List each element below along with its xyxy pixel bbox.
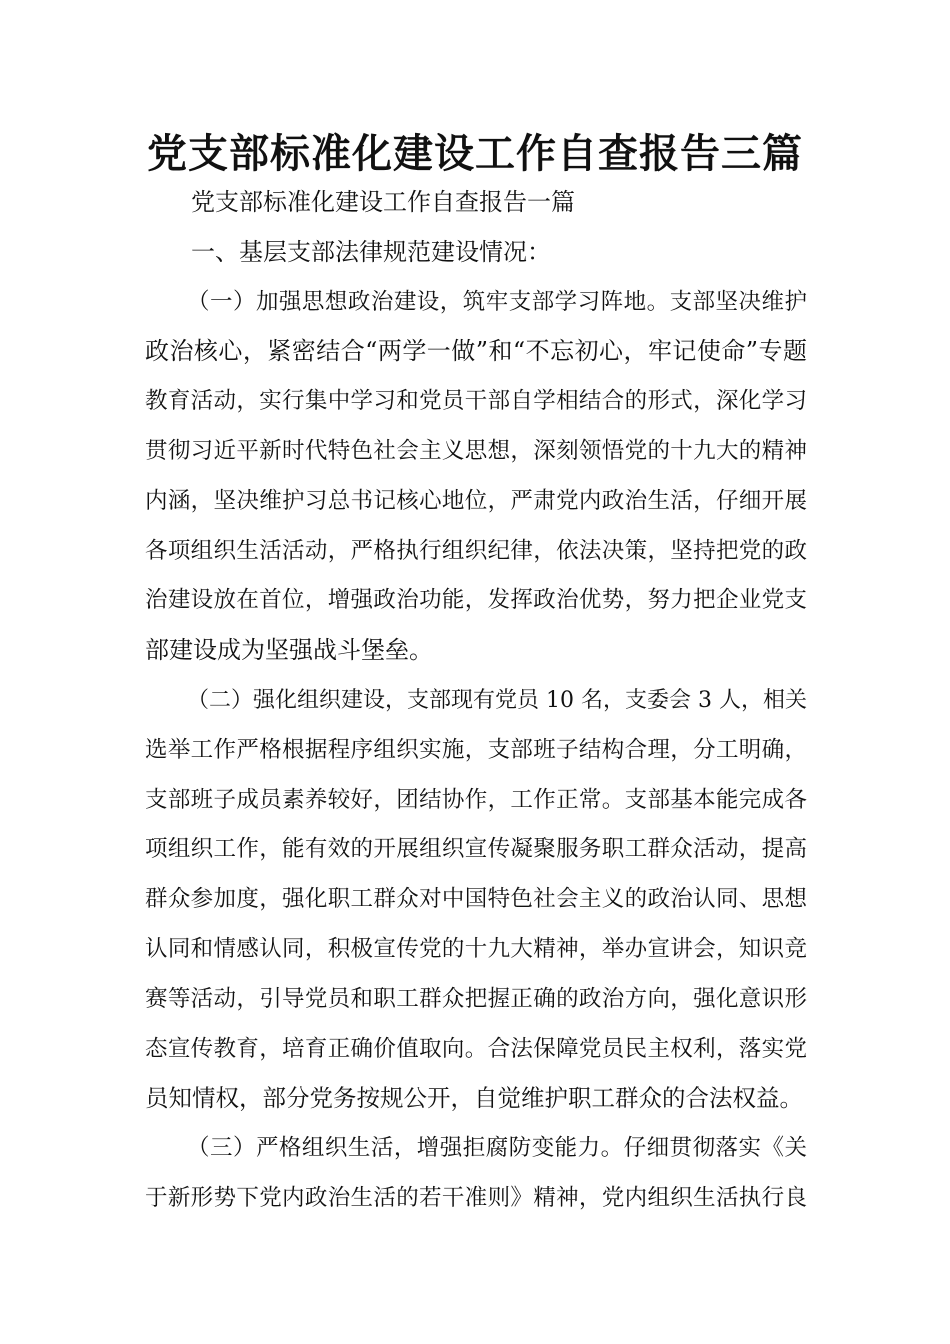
text-line: 项组织工作，能有效的开展组织宣传凝聚服务职工群众活动，提高 (145, 836, 807, 863)
text-line: 部建设成为坚强战斗堡垒。 (145, 636, 433, 665)
document-title: 党支部标准化建设工作自查报告三篇 (147, 130, 803, 177)
text-line: 治建设放在首位，增强政治功能，发挥政治优势，努力把企业党支 (145, 587, 807, 614)
text-line: 于新形势下党内政治生活的若干准则》精神，党内组织生活执行良 (145, 1184, 807, 1211)
text-line: 员知情权，部分党务按规公开，自觉维护职工群众的合法权益。 (145, 1084, 803, 1113)
text-line: 赛等活动，引导党员和职工群众把握正确的政治方向，强化意识形 (145, 985, 807, 1012)
document-body (145, 178, 807, 1224)
text-line: 内涵，坚决维护习总书记核心地位，严肃党内政治生活，仔细开展 (145, 487, 807, 514)
text-line: （二）强化组织建设，支部现有党员 10 名，支委会 3 人，相关 (187, 687, 807, 713)
text-line: 认同和情感认同，积极宣传党的十九大精神，举办宣讲会，知识竞 (145, 935, 807, 962)
text-line: 党支部标准化建设工作自查报告一篇 (191, 188, 575, 216)
text-line: （一）加强思想政治建设，筑牢支部学习阵地。支部坚决维护 (187, 288, 807, 315)
text-line: 一、基层支部法律规范建设情况： (191, 237, 551, 266)
text-line: 贯彻习近平新时代特色社会主义思想，深刻领悟党的十九大的精神 (145, 437, 807, 464)
text-line: 支部班子成员素养较好，团结协作，工作正常。支部基本能完成各 (145, 786, 807, 813)
text-line: 态宣传教育，培育正确价值取向。合法保障党员民主权利，落实党 (145, 1035, 807, 1062)
text-line: 政治核心，紧密结合“两学一做”和“不忘初心，牢记使命”专题 (145, 337, 807, 366)
text-line: 选举工作严格根据程序组织实施，支部班子结构合理，分工明确， (145, 736, 807, 763)
text-line: 各项组织生活活动，严格执行组织纪律，依法决策，坚持把党的政 (145, 537, 807, 564)
text-line: 群众参加度，强化职工群众对中国特色社会主义的政治认同、思想 (145, 886, 807, 913)
text-line: （三）严格组织生活，增强拒腐防变能力。仔细贯彻落实《关 (187, 1135, 807, 1162)
text-line: 教育活动，实行集中学习和党员干部自学相结合的形式，深化学习 (145, 388, 807, 415)
